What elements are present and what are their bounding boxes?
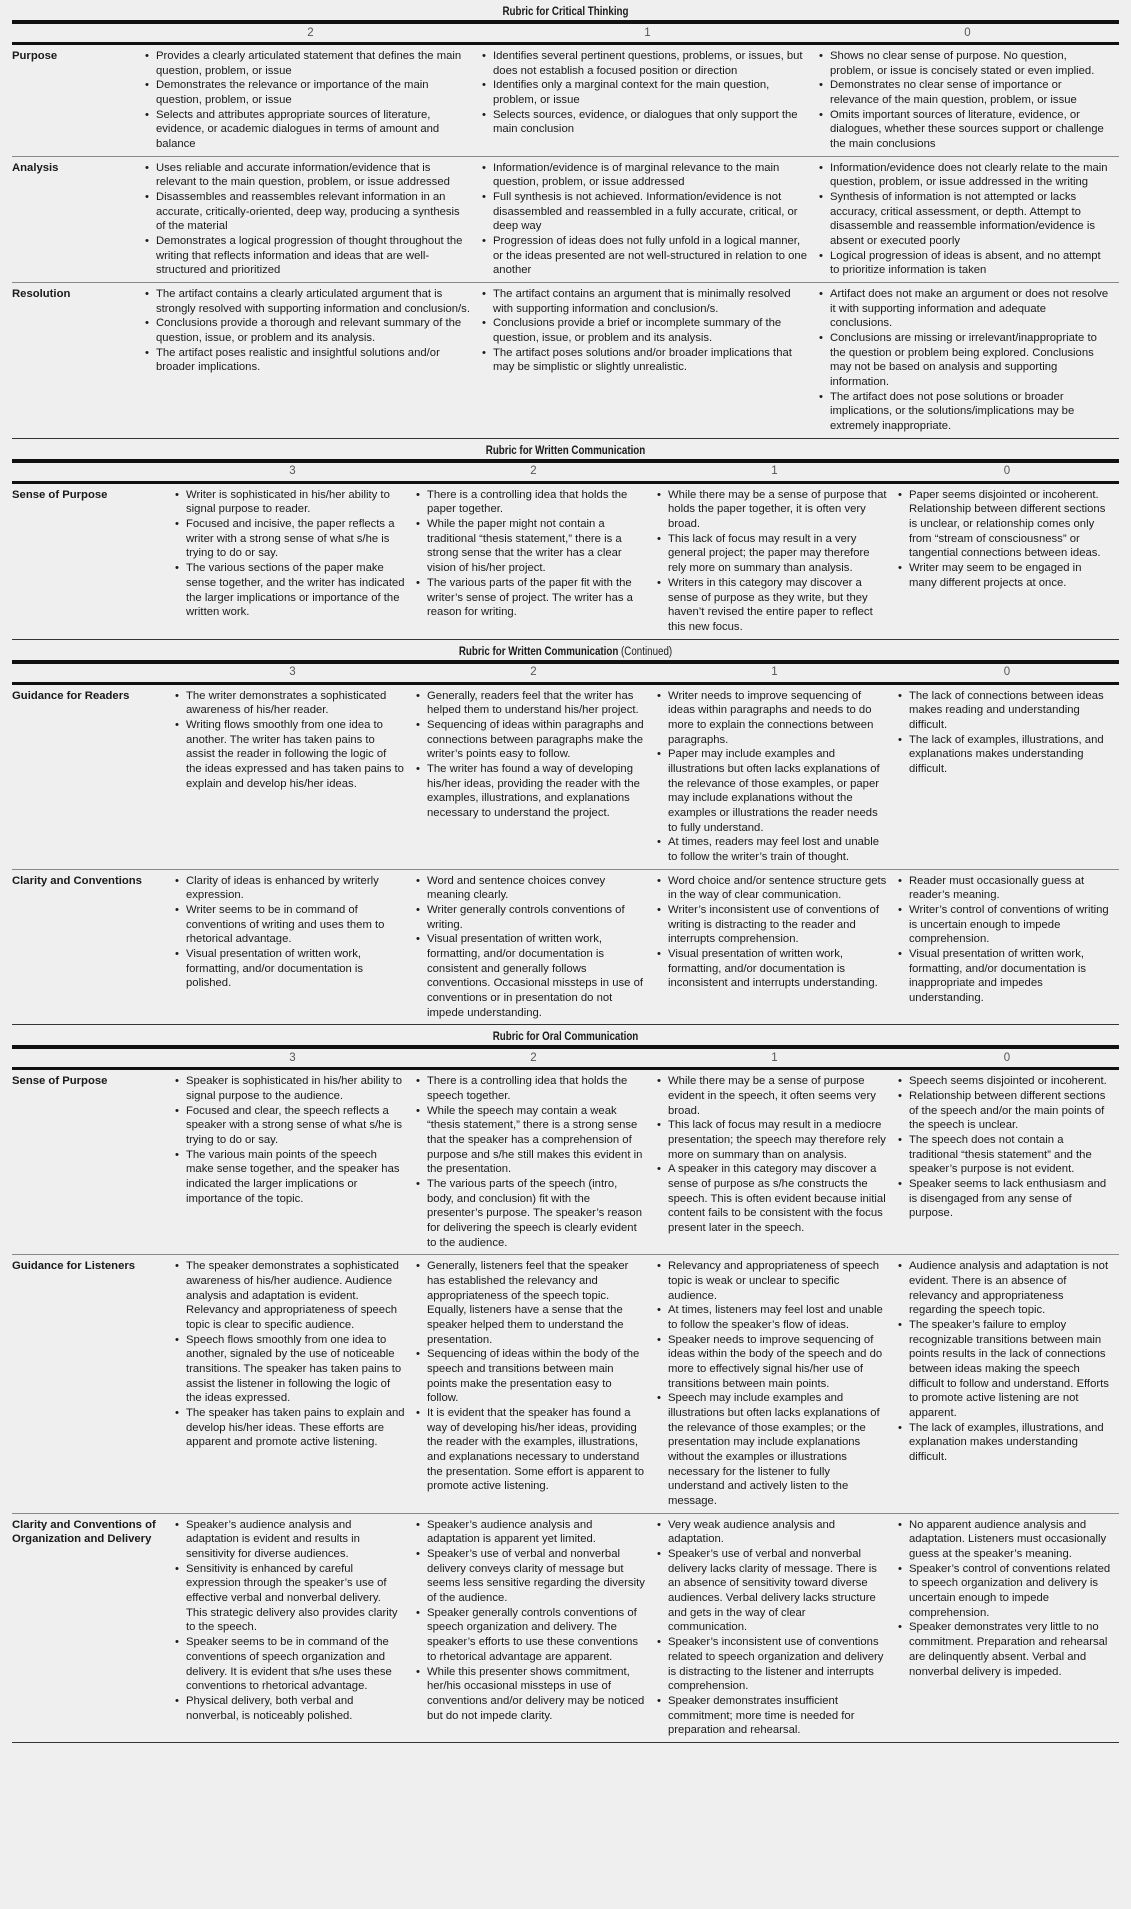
bullet-list bbox=[172, 488, 405, 620]
criterion-label: Sense of Purpose bbox=[12, 488, 108, 501]
bullet-item: • Identifies only a marginal context for the main question, problem, or issue bbox=[493, 78, 808, 107]
bullet-list bbox=[816, 161, 1111, 278]
bullet-item: • While there may be a sense of purpose evident in the speech, it often seems very broad. bbox=[668, 1074, 887, 1118]
bullet-item: • Word choice and/or sentence structure gets in the way of clear communication. bbox=[668, 874, 887, 903]
bullet-list bbox=[895, 874, 1111, 1006]
bullet-item: • Paper may include examples and illustrations but often lacks explanations of the relevance of those examples, or paper may include explanations without the examples or illustrations the reader needs to fully understand. bbox=[668, 747, 887, 835]
rubric-cell bbox=[172, 1070, 413, 1254]
oral-communication-body bbox=[12, 1070, 1119, 1743]
criterion-label: Resolution bbox=[12, 288, 71, 301]
bullet-item: • The speaker’s failure to employ recognizable transitions between main points results in the lack of connections between ideas making the speech difficult to follow and understand. Efforts to promote active listening are not apparent. bbox=[909, 1318, 1111, 1421]
bullet-item: • A speaker in this category may discover a sense of purpose as s/he constructs the speech. This is often evident because initial content fails to be consistent with the focus present later in the speech. bbox=[668, 1162, 887, 1235]
bullet-item: • No apparent audience analysis and adaptation. Listeners must occasionally guess at the speaker’s meaning. bbox=[909, 1518, 1111, 1562]
bullet-item: • While there may be a sense of purpose that holds the paper together, it is often very broad. bbox=[668, 488, 887, 532]
rubric-cell bbox=[413, 1514, 654, 1742]
rubric-cell bbox=[172, 1514, 413, 1742]
bullet-item: • The writer demonstrates a sophisticated awareness of his/her reader. bbox=[186, 689, 405, 718]
bullet-item: • The writer has found a way of developing his/her ideas, providing the reader with the examples, illustrations, and explanations necessary to understand the project. bbox=[427, 762, 646, 821]
written-communication-score-header bbox=[12, 459, 1119, 484]
rubric-title-text: Rubric for Written Communication bbox=[458, 645, 619, 658]
bullet-item: • Writer seems to be in command of conventions of writing and uses them to rhetorical advantage. bbox=[186, 903, 405, 947]
bullet-item: • Information/evidence is of marginal relevance to the main question, problem, or issue addressed bbox=[493, 161, 808, 190]
rubric-cell bbox=[654, 1514, 895, 1742]
rubric-cell bbox=[654, 1255, 895, 1512]
bullet-item: • Generally, listeners feel that the speaker has established the relevancy and appropriateness of the speech topic. Equally, listeners have a sense that the speaker helped them to understand the presentation. bbox=[427, 1259, 646, 1347]
bullet-item: • The artifact poses realistic and insightful solutions and/or broader implications. bbox=[156, 346, 471, 375]
rubric-cell bbox=[895, 1514, 1119, 1742]
oral-communication-title: Rubric for Oral Communication bbox=[492, 1031, 639, 1044]
score-label: 1 bbox=[644, 26, 651, 39]
bullet-item: • Writers in this category may discover a sense of purpose as they write, but they haven’t revised the entire paper to reflect this new focus. bbox=[668, 576, 887, 635]
bullet-item: • The artifact contains an argument that is minimally resolved with supporting information and conclusion/s. bbox=[493, 287, 808, 316]
criterion-label: Guidance for Listeners bbox=[12, 1260, 136, 1273]
score-label: 1 bbox=[771, 465, 778, 478]
rubric-cell bbox=[479, 157, 816, 282]
bullet-item: • There is a controlling idea that holds the paper together. bbox=[427, 488, 646, 517]
bullet-item: • Sequencing of ideas within paragraphs and connections between paragraphs make the writer’s points easy to follow. bbox=[427, 718, 646, 762]
bullet-item: • Audience analysis and adaptation is not evident. There is an absence of relevancy and appropriateness regarding the speech topic. bbox=[909, 1259, 1111, 1318]
bullet-item: • Sensitivity is enhanced by careful expression through the speaker’s use of effective verbal and nonverbal delivery. This strategic delivery also provides clarity to the speech. bbox=[186, 1562, 405, 1635]
bullet-list bbox=[479, 49, 808, 137]
bullet-list bbox=[413, 874, 646, 1021]
rubric-row bbox=[12, 1255, 1119, 1513]
rubric-cell bbox=[895, 1070, 1119, 1254]
score-label: 0 bbox=[1003, 666, 1011, 679]
bullet-item: • Visual presentation of written work, formatting, and/or documentation is inconsistent and interrupts understanding. bbox=[668, 947, 887, 991]
bullet-item: • Speech seems disjointed or incoherent. bbox=[909, 1074, 1111, 1089]
bullet-item: • Speaker’s control of conventions related to speech organization and delivery is uncertain enough to impede comprehension. bbox=[909, 1562, 1111, 1621]
rubric-cell bbox=[895, 870, 1119, 1025]
bullet-item: • Synthesis of information is not attempted or lacks accuracy, critical assessment, or depth. Attempt to disassemble and reassemble information/evidence is absent or executed poorly bbox=[830, 190, 1111, 249]
score-label: 2 bbox=[530, 666, 537, 679]
written-communication-continued-title bbox=[95, 640, 1036, 660]
bullet-list bbox=[172, 689, 405, 792]
bullet-item: • Writer is sophisticated in his/her ability to signal purpose to reader. bbox=[186, 488, 405, 517]
rubric-cell bbox=[816, 283, 1119, 438]
bullet-item: • At times, listeners may feel lost and unable to follow the speaker’s flow of ideas. bbox=[668, 1303, 887, 1332]
bullet-item: • The lack of connections between ideas makes reading and understanding difficult. bbox=[909, 689, 1111, 733]
rubric-cell bbox=[413, 685, 654, 869]
rubric-cell bbox=[172, 870, 413, 1025]
bullet-item: • Generally, readers feel that the writer has helped them to understand his/her project. bbox=[427, 689, 646, 718]
bullet-item: • The artifact poses solutions and/or broader implications that may be simplistic or slightly unrealistic. bbox=[493, 346, 808, 375]
bullet-list bbox=[654, 1259, 887, 1508]
bullet-item: • Speaker’s use of verbal and nonverbal delivery conveys clarity of message but seems less sensitive regarding the diversity of the audience. bbox=[427, 1547, 646, 1606]
bullet-list bbox=[413, 1074, 646, 1250]
rubric-row bbox=[12, 283, 1119, 439]
bullet-item: • Relevancy and appropriateness of speech topic is weak or unclear to specific audience. bbox=[668, 1259, 887, 1303]
rubric-cell bbox=[895, 484, 1119, 639]
bullet-item: • Speaker’s inconsistent use of conventions related to speech organization and delivery is distracting to the listener and interrupts comprehension. bbox=[668, 1635, 887, 1694]
bullet-item: • The lack of examples, illustrations, and explanations makes understanding difficult. bbox=[909, 733, 1111, 777]
bullet-item: • Writer needs to improve sequencing of ideas within paragraphs and needs to do more to explain the connections between paragraphs. bbox=[668, 689, 887, 748]
rubric-cell bbox=[654, 1070, 895, 1254]
bullet-list bbox=[895, 488, 1111, 591]
oral-communication-rubric bbox=[12, 1025, 1119, 1743]
bullet-item: • Provides a clearly articulated statement that defines the main question, problem, or issue bbox=[156, 49, 471, 78]
score-label: 3 bbox=[289, 1051, 296, 1064]
bullet-item: • The various sections of the paper make sense together, and the writer has indicated the larger implications or importance of the written work. bbox=[186, 561, 405, 620]
rubric-cell bbox=[816, 157, 1119, 282]
rubric-row bbox=[12, 1070, 1119, 1255]
bullet-item: • Information/evidence does not clearly relate to the main question, problem, or issue addressed in the writing bbox=[830, 161, 1111, 190]
written-communication-rubric bbox=[12, 439, 1119, 640]
bullet-item: • Speaker’s audience analysis and adaptation is evident and results in sensitivity for diverse audiences. bbox=[186, 1518, 405, 1562]
bullet-list bbox=[142, 287, 471, 375]
bullet-item: • Omits important sources of literature, evidence, or dialogues, whether these sources support or challenge the main conclusions bbox=[830, 108, 1111, 152]
bullet-item: • Word and sentence choices convey meaning clearly. bbox=[427, 874, 646, 903]
bullet-item: • Selects and attributes appropriate sources of literature, evidence, or academic dialogues in terms of amount and balance bbox=[156, 108, 471, 152]
bullet-list bbox=[413, 1259, 646, 1494]
rubric-cell bbox=[172, 685, 413, 869]
bullet-list bbox=[142, 161, 471, 278]
bullet-list bbox=[172, 1259, 405, 1450]
bullet-list bbox=[895, 1518, 1111, 1679]
score-label: 3 bbox=[289, 465, 296, 478]
bullet-list bbox=[816, 287, 1111, 434]
bullet-item: • Selects sources, evidence, or dialogues that only support the main conclusion bbox=[493, 108, 808, 137]
bullet-item: • Visual presentation of written work, formatting, and/or documentation is polished. bbox=[186, 947, 405, 991]
bullet-list bbox=[479, 287, 808, 375]
score-label: 1 bbox=[771, 1051, 778, 1064]
bullet-item: • Disassembles and reassembles relevant information in an accurate, critically-oriented, deep way, producing a synthesis of the material bbox=[156, 190, 471, 234]
rubric-cell bbox=[172, 1255, 413, 1512]
criterion-label: Guidance for Readers bbox=[12, 689, 130, 702]
bullet-item: • Very weak audience analysis and adaptation. bbox=[668, 1518, 887, 1547]
score-label: 0 bbox=[1003, 1051, 1011, 1064]
bullet-item: • This lack of focus may result in a mediocre presentation; the speech may therefore rely more on summary than on analysis. bbox=[668, 1118, 887, 1162]
bullet-list bbox=[413, 1518, 646, 1723]
bullet-list bbox=[895, 1259, 1111, 1464]
bullet-list bbox=[479, 161, 808, 278]
bullet-item: • The various parts of the speech (intro, body, and conclusion) fit with the presenter’s purpose. The speaker’s reason for delivering the speech is clearly evident to the audience. bbox=[427, 1177, 646, 1250]
rubric-cell bbox=[895, 1255, 1119, 1512]
bullet-item: • The various main points of the speech make sense together, and the speaker has indicated the larger implications or importance of the topic. bbox=[186, 1148, 405, 1207]
bullet-item: • Identifies several pertinent questions, problems, or issues, but does not establish a focused position or direction bbox=[493, 49, 808, 78]
bullet-item: • Relationship between different sections of the speech and/or the main points of the speech is unclear. bbox=[909, 1089, 1111, 1133]
bullet-item: • Sequencing of ideas within the body of the speech and transitions between main points make the presentation easy to follow. bbox=[427, 1347, 646, 1406]
bullet-item: • Writing flows smoothly from one idea to another. The writer has taken pains to assist the reader in following the logic of the ideas expressed and has taken pains to explain and develop his/her ideas. bbox=[186, 718, 405, 791]
score-label: 1 bbox=[771, 666, 778, 679]
rubric-row bbox=[12, 484, 1119, 640]
bullet-item: • At times, readers may feel lost and unable to follow the writer’s train of thought. bbox=[668, 835, 887, 864]
rubric-cell bbox=[172, 484, 413, 639]
bullet-item: • Visual presentation of written work, formatting, and/or documentation is inappropriate and impedes understanding. bbox=[909, 947, 1111, 1006]
rubric-row bbox=[12, 157, 1119, 283]
bullet-item: • Visual presentation of written work, formatting, and/or documentation is consistent and generally follows conventions. Occasional missteps in use of conventions or in presentation do not impede understanding. bbox=[427, 932, 646, 1020]
rubric-cell bbox=[895, 685, 1119, 869]
bullet-item: • Writer’s control of conventions of writing is uncertain enough to impede comprehension. bbox=[909, 903, 1111, 947]
score-label: 0 bbox=[1003, 465, 1011, 478]
rubric-cell bbox=[413, 1255, 654, 1512]
bullet-item: • The speech does not contain a traditional “thesis statement” and the speaker’s purpose is not evident. bbox=[909, 1133, 1111, 1177]
score-label: 2 bbox=[307, 26, 314, 39]
bullet-item: • Focused and clear, the speech reflects a speaker with a strong sense of what s/he is trying to do or say. bbox=[186, 1104, 405, 1148]
bullet-item: • Conclusions are missing or irrelevant/inappropriate to the question or problem being explored. Conclusions may not be based on analysis and supporting information. bbox=[830, 331, 1111, 390]
bullet-list bbox=[142, 49, 471, 152]
bullet-list bbox=[172, 874, 405, 991]
bullet-item: • Writer generally controls conventions of writing. bbox=[427, 903, 646, 932]
bullet-item: • There is a controlling idea that holds the speech together. bbox=[427, 1074, 646, 1103]
rubric-cell bbox=[413, 1070, 654, 1254]
rubric-cell bbox=[654, 484, 895, 639]
rubric-cell bbox=[816, 45, 1119, 156]
bullet-item: • Artifact does not make an argument or does not resolve it with supporting information and adequate conclusions. bbox=[830, 287, 1111, 331]
bullet-list bbox=[172, 1074, 405, 1206]
criterion-label: Clarity and Conventions of Organization and Delivery bbox=[12, 1518, 156, 1546]
bullet-item: • The artifact contains a clearly articulated argument that is strongly resolved with supporting information and conclusion/s. bbox=[156, 287, 471, 316]
bullet-list bbox=[654, 1518, 887, 1738]
bullet-item: • It is evident that the speaker has found a way of developing his/her ideas, providing the reader with the examples, illustrations, and explanations necessary to understand the presentation. Some effort is apparent to promote active listening. bbox=[427, 1406, 646, 1494]
bullet-item: • Uses reliable and accurate information/evidence that is relevant to the main question, problem, or issue addressed bbox=[156, 161, 471, 190]
bullet-item: • While the speech may contain a weak “thesis statement,” there is a strong sense that the speaker has a comprehension of purpose and s/he still makes this evident in the presentation. bbox=[427, 1104, 646, 1177]
bullet-item: • Demonstrates no clear sense of importance or relevance of the main question, problem, or issue bbox=[830, 78, 1111, 107]
bullet-list bbox=[816, 49, 1111, 152]
rubric-cell bbox=[413, 484, 654, 639]
continued-label: (Continued) bbox=[621, 645, 673, 658]
rubric-cell bbox=[142, 157, 479, 282]
written-communication-continued-rubric bbox=[12, 640, 1119, 1026]
bullet-item: • Full synthesis is not achieved. Information/evidence is not disassembled and reassembled in a fully accurate, critical, or deep way bbox=[493, 190, 808, 234]
bullet-item: • While this presenter shows commitment, her/his occasional missteps in use of conventions and/or delivery may be noticed but do not impede clarity. bbox=[427, 1665, 646, 1724]
bullet-item: • Speaker demonstrates very little to no commitment. Preparation and rehearsal are delinquently absent. Verbal and nonverbal delivery is impeded. bbox=[909, 1620, 1111, 1679]
rubric-row bbox=[12, 1514, 1119, 1743]
bullet-item: • This lack of focus may result in a very general project; the paper may therefore rely more on summary than analysis. bbox=[668, 532, 887, 576]
rubric-cell bbox=[479, 45, 816, 156]
bullet-item: • Physical delivery, both verbal and nonverbal, is noticeably polished. bbox=[186, 1694, 405, 1723]
bullet-item: • Conclusions provide a brief or incomplete summary of the question, issue, or problem and its analysis. bbox=[493, 316, 808, 345]
bullet-item: • Speaker is sophisticated in his/her ability to signal purpose to the audience. bbox=[186, 1074, 405, 1103]
bullet-item: • Speaker needs to improve sequencing of ideas within the body of the speech and do more to effectively signal his/her use of transitions between main points. bbox=[668, 1333, 887, 1392]
bullet-list bbox=[413, 488, 646, 620]
bullet-item: • The artifact does not pose solutions or broader implications, or the solutions/implications may be extremely inappropriate. bbox=[830, 390, 1111, 434]
bullet-list bbox=[413, 689, 646, 821]
criterion-label: Purpose bbox=[12, 50, 58, 62]
critical-thinking-body bbox=[12, 45, 1119, 439]
rubric-cell bbox=[142, 45, 479, 156]
written-continued-score-header bbox=[12, 660, 1119, 685]
bullet-item: • Speaker generally controls conventions of speech organization and delivery. The speaker’s efforts to use these conventions to rhetorical advantage are apparent. bbox=[427, 1606, 646, 1665]
bullet-list bbox=[172, 1518, 405, 1723]
oral-communication-score-header bbox=[12, 1045, 1119, 1070]
bullet-list bbox=[895, 689, 1111, 777]
rubric-cell bbox=[413, 870, 654, 1025]
bullet-item: • Logical progression of ideas is absent, and no attempt to prioritize information is taken bbox=[830, 249, 1111, 278]
critical-thinking-title: Rubric for Critical Thinking bbox=[502, 6, 629, 18]
bullet-list bbox=[895, 1074, 1111, 1221]
rubric-row bbox=[12, 870, 1119, 1026]
bullet-item: • The speaker has taken pains to explain and develop his/her ideas. These efforts are apparent and promote active listening. bbox=[186, 1406, 405, 1450]
bullet-item: • Speaker seems to be in command of the conventions of speech organization and delivery. It is evident that s/he uses these conventions to rhetorical advantage. bbox=[186, 1635, 405, 1694]
bullet-item: • Shows no clear sense of purpose. No question, problem, or issue is concisely stated or even implied. bbox=[830, 49, 1111, 78]
rubric-cell bbox=[479, 283, 816, 438]
bullet-item: • The speaker demonstrates a sophisticated awareness of his/her audience. Audience analysis and adaptation is evident. Relevancy and appropriateness of speech topic is clear to specific audience. bbox=[186, 1259, 405, 1332]
bullet-item: • Conclusions provide a thorough and relevant summary of the question, issue, or problem and its analysis. bbox=[156, 316, 471, 345]
bullet-item: • Speech may include examples and illustrations but often lacks explanations of the relevance of those examples; or the presentation may include explanations without the examples or illustrations necessary for the listener to fully understand and actively listen to the message. bbox=[668, 1391, 887, 1508]
bullet-list bbox=[654, 488, 887, 635]
rubric-cell bbox=[142, 283, 479, 438]
criterion-label: Analysis bbox=[12, 161, 59, 174]
bullet-item: • Writer’s inconsistent use of conventions of writing is distracting to the reader and interrupts comprehension. bbox=[668, 903, 887, 947]
score-label: 3 bbox=[289, 666, 296, 679]
bullet-list bbox=[654, 1074, 887, 1235]
bullet-item: • The lack of examples, illustrations, and explanation makes understanding difficult. bbox=[909, 1421, 1111, 1465]
bullet-list bbox=[654, 689, 887, 865]
bullet-item: • Speaker’s audience analysis and adaptation is apparent yet limited. bbox=[427, 1518, 646, 1547]
bullet-item: • Reader must occasionally guess at reader’s meaning. bbox=[909, 874, 1111, 903]
bullet-item: • Demonstrates the relevance or importance of the main question, problem, or issue bbox=[156, 78, 471, 107]
bullet-item: • Speaker demonstrates insufficient commitment; more time is needed for preparation and rehearsal. bbox=[668, 1694, 887, 1738]
bullet-item: • Paper seems disjointed or incoherent. Relationship between different sections is unclear, or relationship comes only from “stream of consciousness” or tangential connections between ideas. bbox=[909, 488, 1111, 561]
written-communication-continued-body bbox=[12, 685, 1119, 1026]
bullet-item: • Speech flows smoothly from one idea to another, signaled by the use of noticeable transitions. The speaker has taken pains to assist the listener in following the logic of the ideas expressed. bbox=[186, 1333, 405, 1406]
criterion-label: Clarity and Conventions bbox=[12, 874, 142, 887]
bullet-item: • The various parts of the paper fit with the writer’s sense of project. The writer has a reason for writing. bbox=[427, 576, 646, 620]
critical-thinking-rubric bbox=[12, 0, 1119, 439]
bullet-item: • While the paper might not contain a traditional “thesis statement,” there is a strong sense that the writer has a clear vision of his/her project. bbox=[427, 517, 646, 576]
rubric-cell bbox=[654, 685, 895, 869]
critical-thinking-score-header bbox=[12, 20, 1119, 45]
score-label: 2 bbox=[530, 465, 537, 478]
rubric-row bbox=[12, 45, 1119, 157]
bullet-list bbox=[654, 874, 887, 991]
bullet-item: • Focused and incisive, the paper reflects a writer with a strong sense of what s/he is trying to do or say. bbox=[186, 517, 405, 561]
score-label: 0 bbox=[964, 26, 971, 39]
bullet-item: • Speaker seems to lack enthusiasm and is disengaged from any sense of purpose. bbox=[909, 1177, 1111, 1221]
criterion-label: Sense of Purpose bbox=[12, 1075, 108, 1088]
written-communication-body bbox=[12, 484, 1119, 640]
written-communication-title: Rubric for Written Communication bbox=[485, 444, 646, 457]
bullet-item: • Writer may seem to be engaged in many different projects at once. bbox=[909, 561, 1111, 590]
score-label: 2 bbox=[530, 1051, 537, 1064]
bullet-item: • Progression of ideas does not fully unfold in a logical manner, or the ideas presented are not well-structured in relation to one another bbox=[493, 234, 808, 278]
bullet-item: • Clarity of ideas is enhanced by writerly expression. bbox=[186, 874, 405, 903]
bullet-item: • Speaker’s use of verbal and nonverbal delivery lacks clarity of message. There is an absence of sensitivity toward diverse audiences. Verbal delivery lacks structure and gets in the way of clear communication. bbox=[668, 1547, 887, 1635]
rubric-cell bbox=[654, 870, 895, 1025]
rubric-row bbox=[12, 685, 1119, 870]
bullet-item: • Demonstrates a logical progression of thought throughout the writing that reflects information and ideas that are well-structured and prioritized bbox=[156, 234, 471, 278]
